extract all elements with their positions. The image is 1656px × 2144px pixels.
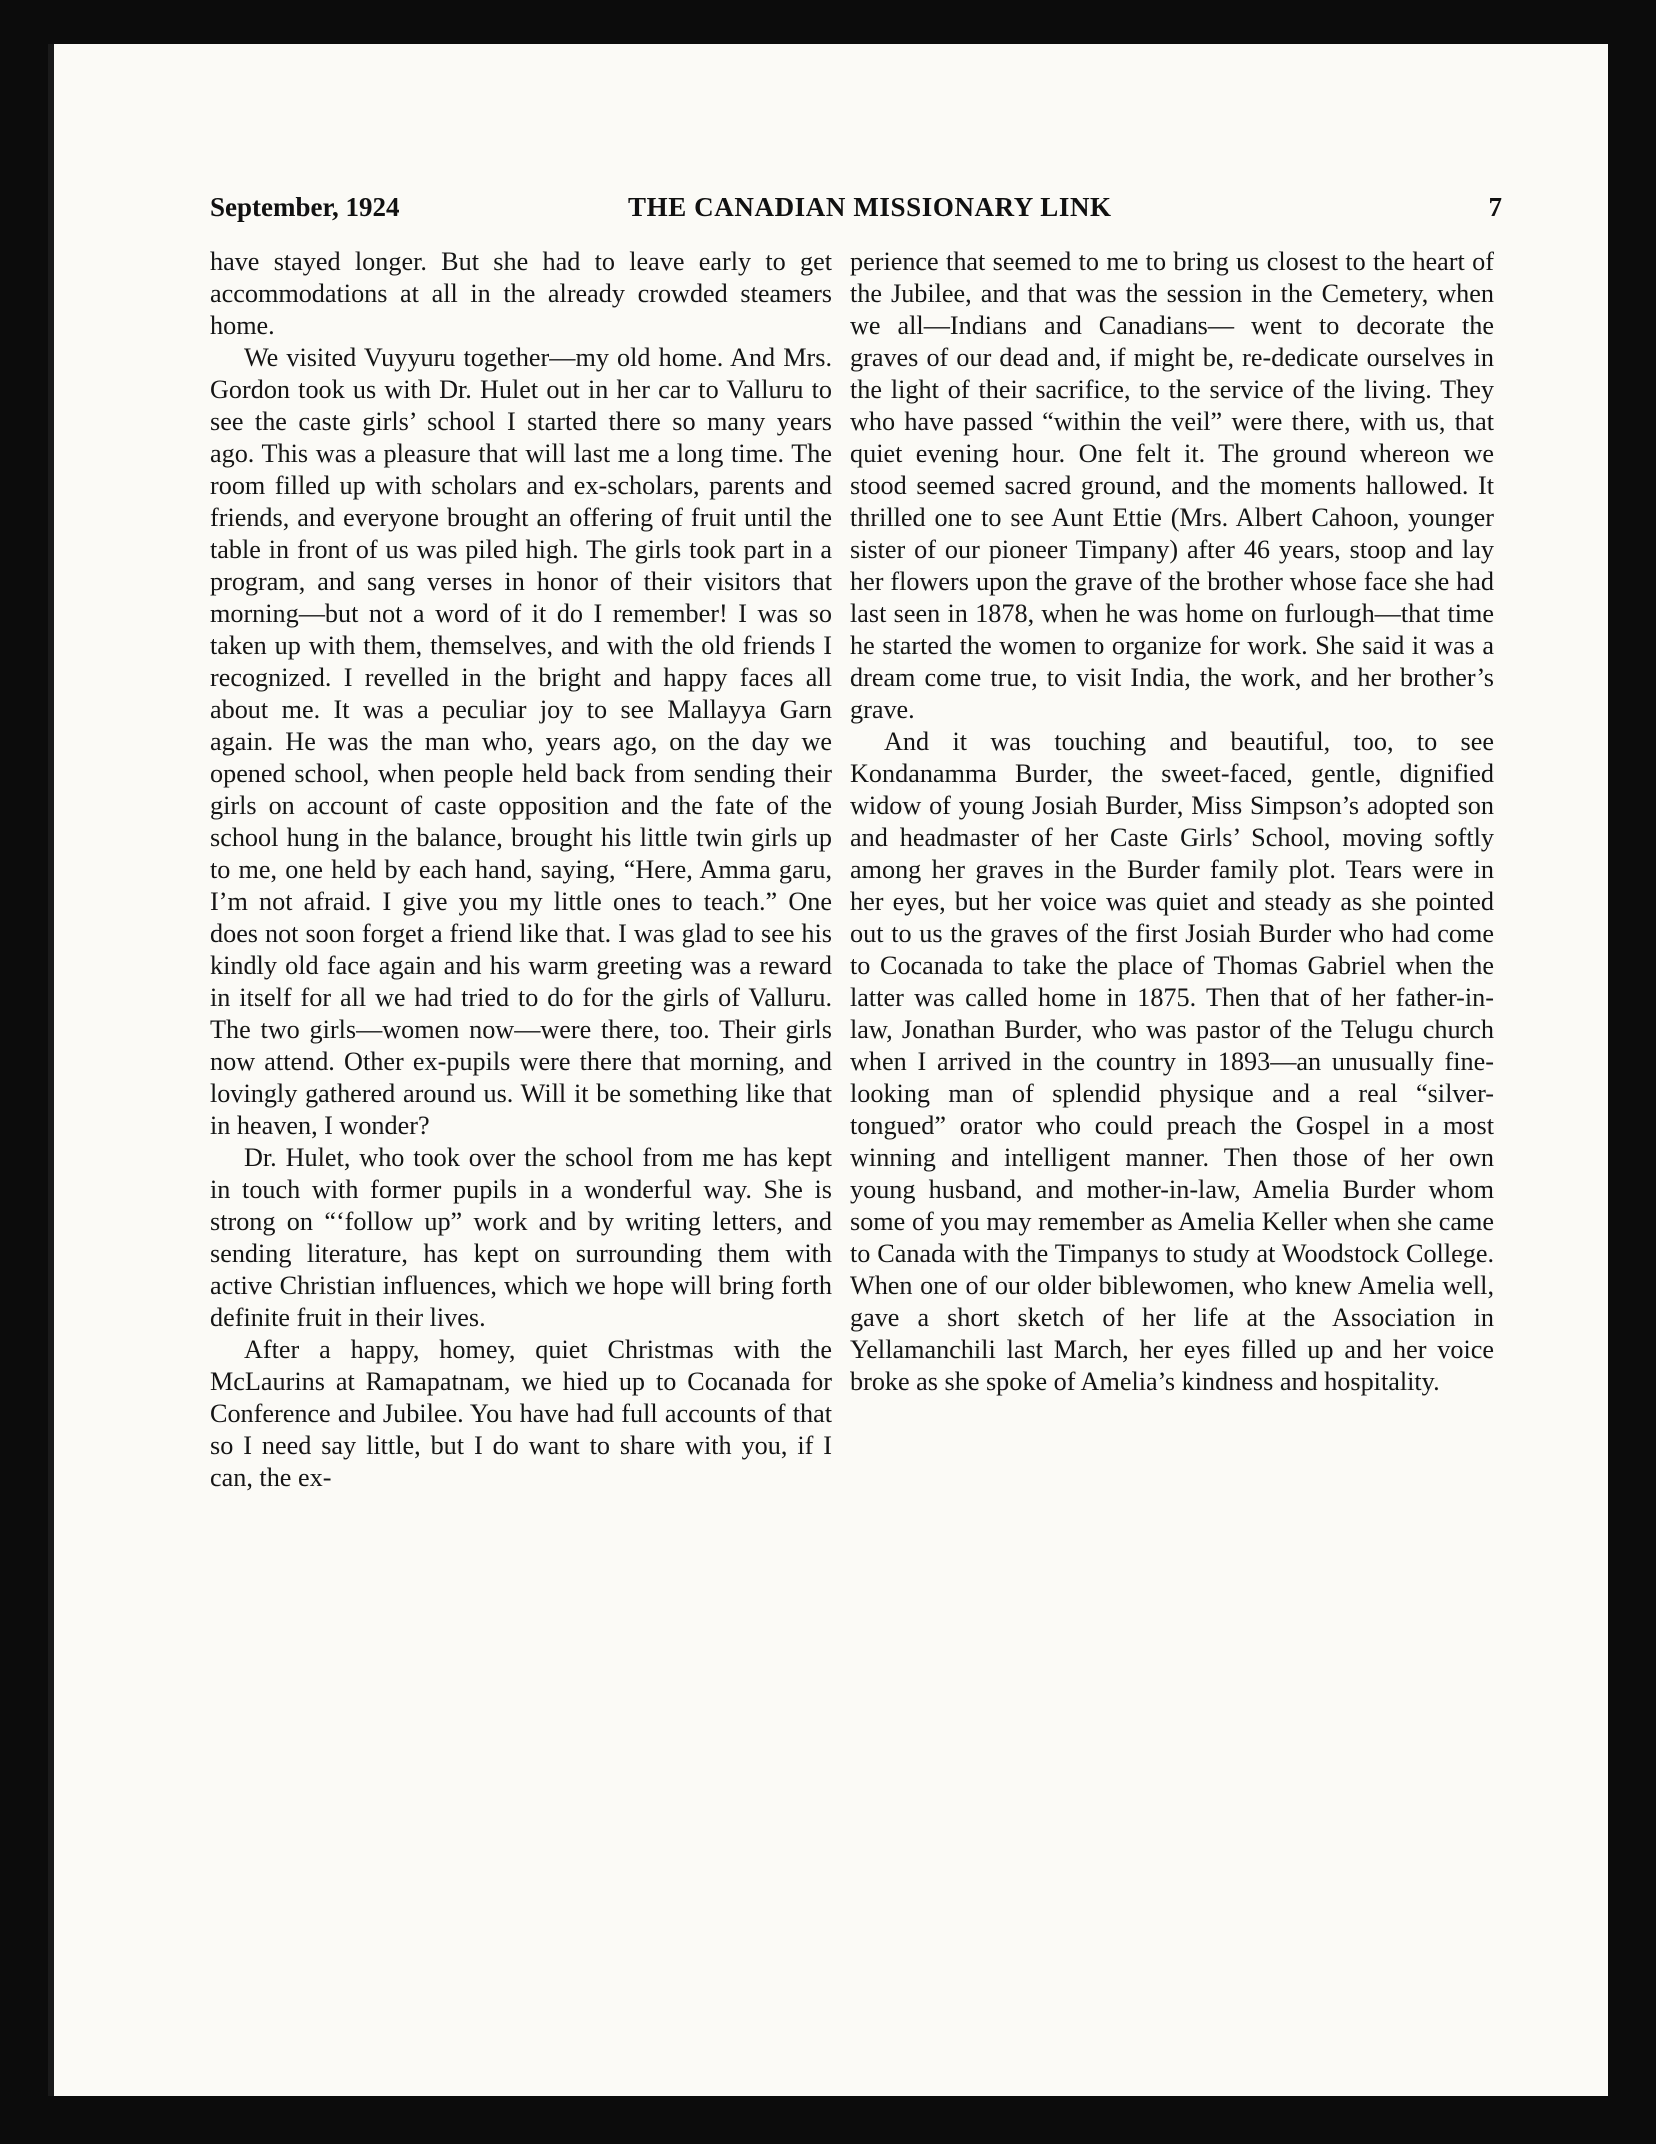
page-number: 7 [1488,192,1502,222]
paragraph: After a happy, homey, quiet Christmas with the McLaurins at Ramapatnam, we hied up to Cocanada for Conference and Jubilee. You have had full accounts of that so I need say little, but I do want to share with you, if I can, the ex- [210,1335,832,1492]
magazine-page [48,44,1608,2096]
header-date: September, 1924 [210,192,400,222]
right-column [850,246,1494,1398]
paragraph: have stayed longer. But she had to leave early to get accommodations at all in the already crowded steamers home. [210,247,832,340]
header-title: THE CANADIAN MISSIONARY LINK [628,192,1112,222]
paragraph: Dr. Hulet, who took over the school from me has kept in touch with former pupils in a wonderful way. She is strong on “‘follow up” work and by writing letters, and sending literature, has kept on surrounding them with active Christian influences, which we hope will bring forth definite fruit in their lives. [210,1143,832,1332]
left-column [210,246,832,1494]
paragraph: We visited Vuyyuru together—my old home. And Mrs. Gordon took us with Dr. Hulet out in her car to Valluru to see the caste girls’ school I started there so many years ago. This was a pleasure that will last me a long time. The room filled up with scholars and ex-scholars, parents and friends, and everyone brought an offering of fruit until the table in front of us was piled high. The girls took part in a program, and sang verses in honor of their visitors that morning—but not a word of it do I remember! I was so taken up with them, themselves, and with the old friends I recognized. I revelled in the bright and happy faces all about me. It was a peculiar joy to see Mallayya Garn again. He was the man who, years ago, on the day we opened school, when people held back from sending their girls on account of caste opposition and the fate of the school hung in the balance, brought his little twin girls up to me, one held by each hand, saying, “Here, Amma garu, I’m not afraid. I give you my little ones to teach.” One does not soon forget a friend like that. I was glad to see his kindly old face again and his warm greeting was a reward in itself for all we had tried to do for the girls of Valluru. The two girls—women now—were there, too. Their girls now attend. Other ex-pupils were there that morning, and lovingly gathered around us. Will it be something like that in heaven, I wonder? [210,343,832,1140]
paragraph: And it was touching and beautiful, too, to see Kondanamma Burder, the sweet-faced, gentle, dignified widow of young Josiah Burder, Miss Simpson’s adopted son and headmaster of her Caste Girls’ School, moving softly among her graves in the Burder family plot. Tears were in her eyes, but her voice was quiet and steady as she pointed out to us the graves of the first Josiah Burder who had come to Cocanada to take the place of Thomas Gabriel when the latter was called home in 1875. Then that of her father-in-law, Jonathan Burder, who was pastor of the Telugu church when I arrived in the country in 1893—an unusually fine-looking man of splendid physique and a real “silver-tongued” orator who could preach the Gospel in a most winning and intelligent manner. Then those of her own young husband, and mother-in-law, Amelia Burder whom some of you may remember as Amelia Keller when she came to Canada with the Timpanys to study at Woodstock College. When one of our older biblewomen, who knew Amelia well, gave a short sketch of her life at the Association in Yellamanchili last March, her eyes filled up and her voice broke as she spoke of Amelia’s kindness and hospitality. [850,727,1494,1396]
running-header [210,192,1502,232]
page-left-edge [48,44,54,2096]
paragraph: perience that seemed to me to bring us closest to the heart of the Jubilee, and that was the session in the Cemetery, when we all—Indians and Canadians— went to decorate the graves of our dead and, if might be, re-dedicate ourselves in the light of their sacrifice, to the service of the living. They who have passed “within the veil” were there, with us, that quiet evening hour. One felt it. The ground whereon we stood seemed sacred ground, and the moments hallowed. It thrilled one to see Aunt Ettie (Mrs. Albert Cahoon, younger sister of our pioneer Timpany) after 46 years, stoop and lay her flowers upon the grave of the brother whose face she had last seen in 1878, when he was home on furlough—that time he started the women to organize for work. She said it was a dream come true, to visit India, the work, and her brother’s grave. [850,247,1494,724]
